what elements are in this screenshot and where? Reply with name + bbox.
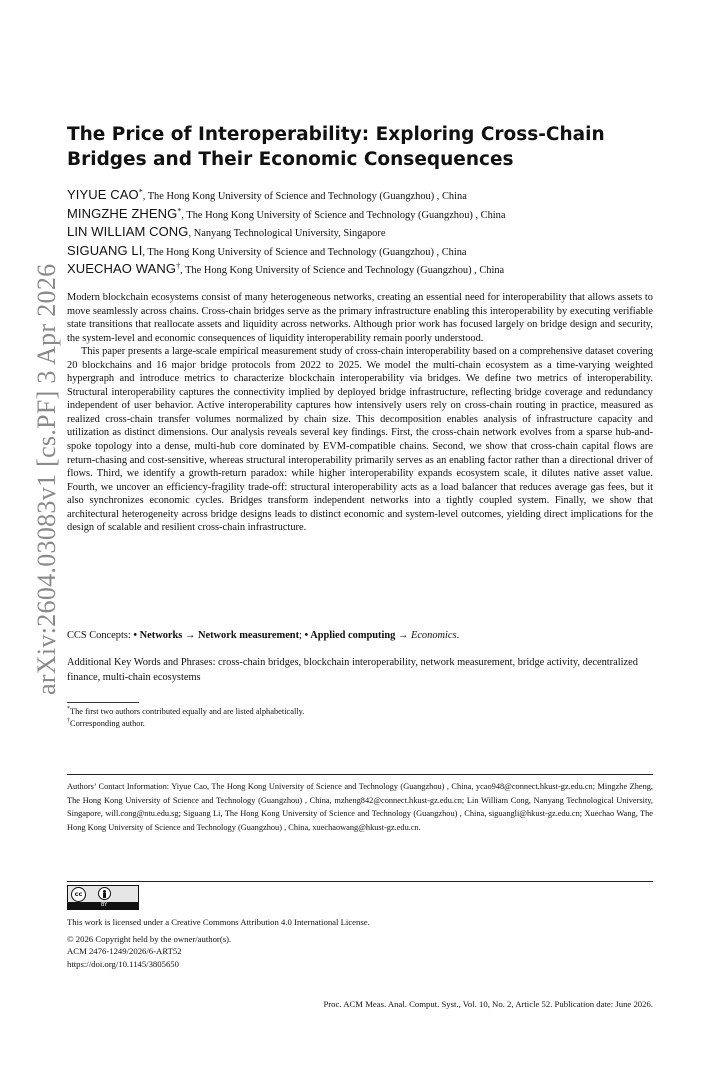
- author-footnote-mark[interactable]: *: [177, 206, 182, 216]
- author-name: XUECHAO WANG: [67, 261, 177, 277]
- attribution-person-icon: [98, 887, 111, 900]
- abstract-paragraph: This paper presents a large-scale empirical measurement study of cross-chain interoperability based on a comprehensive dataset covering 20 blockchains and 16 major bridge protocols from 2022 to 2025. We model the multi-chain ecosystem as a time-varying weighted hypergraph and introduce metrics to characterize blockchain interoperability via bridges. We define two metrics of interoperability. Structural interoperability captures the connectivity implied by deployed bridge infrastructure, reflecting bridge coverage and redundancy independent of user behavior. Active interoperability captures how intensively users rely on cross-chain routing in practice, measured as realized cross-chain transfer volumes normalized by chain size. This decomposition enables analysis of infrastructure capacity and utilization as distinct dimensions. Our analysis reveals several key findings. First, the cross-chain network evolves from a sparse hub-and-spoke topology into a dense, multi-hub core dominated by EVM-compatible chains. Second, we show that cross-chain capital flows are return-chasing and cost-sensitive, whereas structural interoperability primarily serves as an enabling factor rather than a directional driver of flows. Third, we identify a growth-return paradox: while higher interoperability expands ecosystem scale, it dilutes native asset value. Fourth, we uncover an efficiency-fragility trade-off: structural interoperability acts as a load balancer that reduces average gas fees, but it also synchronizes economic cycles. Bridges transform independent networks into a tightly coupled system. Finally, we show that architectural heterogeneity across bridge designs leads to distinct economic and system-level outcomes, yielding direct implications for the design of scalable and resilient cross-chain infrastructure.: [67, 346, 653, 534]
- author-line: [67, 223, 662, 242]
- footnote-text: Corresponding author.: [70, 719, 145, 728]
- ccs-end: .: [456, 630, 460, 641]
- footnote-text: The first two authors contributed equally and are listed alphabetically.: [70, 707, 305, 716]
- authors-contact-information: Authors’ Contact Information: Yiyue Cao, The Hong Kong University of Science and Technology (Guangzhou) , China, ycao948@connect.hkust-gz.edu.cn; Mingzhe Zheng, The Hong Kong University of Science and Technology (Guangzhou) , China, mzheng842@connect.hkust-gz.edu.cn; Lin William Cong, Nanyang Technological University, Singapore, will.cong@ntu.edu.sg; Siguang Li, The Hong Kong University of Science and Technology (Guangzhou) , China, siguangli@hkust-gz.edu.cn; Xuechao Wang, The Hong Kong University of Science and Technology (Guangzhou) , China, xuechaowang@hkust-gz.edu.cn.: [67, 782, 653, 832]
- footnote: [67, 706, 657, 718]
- ccs-arrow: →: [182, 630, 198, 641]
- ccs-separator: ;: [299, 630, 305, 641]
- author-line: [67, 242, 662, 261]
- author-name: MINGZHE ZHENG: [67, 205, 178, 221]
- by-strip: [68, 902, 138, 909]
- acm-identifier: ACM 2476-1249/2026/6-ART52: [67, 946, 182, 957]
- additional-keywords: Additional Key Words and Phrases: cross-chain bridges, blockchain interoperability, network measurement, bridge activity, decentralized finance, multi-chain ecosystems: [67, 657, 638, 683]
- author-line: [67, 260, 662, 279]
- author-affiliation: , The Hong Kong University of Science and Technology (Guangzhou) , China: [142, 246, 467, 258]
- journal-footer: Proc. ACM Meas. Anal. Comput. Syst., Vol. 10, No. 2, Article 52. Publication date: June 2026.: [323, 999, 653, 1009]
- ccs-concept: Economics: [410, 630, 457, 641]
- arxiv-identifier-stamp[interactable]: arXiv:2604.03083v1 [cs.PF] 3 Apr 2026: [32, 263, 61, 695]
- license-divider: [67, 881, 653, 882]
- author-affiliation: , The Hong Kong University of Science and Technology (Guangzhou) , China: [142, 191, 467, 202]
- license-block: [67, 916, 653, 970]
- author-affiliation: , The Hong Kong University of Science and Technology (Guangzhou) , China: [180, 265, 505, 277]
- author-line: [67, 205, 662, 224]
- ccs-top-concept: • Applied computing: [304, 630, 396, 641]
- ccs-arrow: →: [395, 630, 411, 641]
- ccs-label: CCS Concepts:: [67, 630, 134, 641]
- cc-by-license-badge[interactable]: [67, 885, 139, 910]
- author-name: SIGUANG LI: [67, 242, 143, 258]
- author-name: YIYUE CAO: [67, 187, 139, 202]
- author-footnote-mark[interactable]: *: [138, 187, 143, 197]
- paper-title: The Price of Interoperability: Exploring Cross-Chain Bridges and Their Economic Consequences: [67, 124, 605, 170]
- abstract: [67, 291, 653, 535]
- author-list: [67, 186, 662, 279]
- author-line: [67, 186, 662, 205]
- author-affiliation: , The Hong Kong University of Science and Technology (Guangzhou) , China: [181, 209, 506, 221]
- ccs-concept: Network measurement: [197, 630, 300, 641]
- contact-divider: [67, 774, 653, 775]
- footnote-mark: †: [67, 718, 70, 725]
- abstract-paragraph: Modern blockchain ecosystems consist of many heterogeneous networks, creating an essential need for interoperability that allows assets to move seamlessly across chains. Cross-chain bridges serve as the primary infrastructure enabling this interoperability by executing verifiable state transitions that reallocate assets and liquidity across networks. Although prior work has focused largely on bridge design and security, the system-level and economic consequences of liquidity interoperability remain poorly understood.: [67, 292, 653, 344]
- author-affiliation: , Nanyang Technological University, Singapore: [188, 228, 386, 240]
- copyright-notice: © 2026 Copyright held by the owner/author(s).: [67, 933, 232, 944]
- cc-icon: cc: [71, 887, 86, 902]
- author-footnote-mark[interactable]: †: [176, 261, 181, 271]
- author-name: LIN WILLIAM CONG: [67, 224, 189, 240]
- footnote: [67, 718, 657, 730]
- doi-link[interactable]: https://doi.org/10.1145/3805650: [67, 958, 179, 969]
- license-statement[interactable]: This work is licensed under a Creative Commons Attribution 4.0 International License.: [67, 917, 370, 927]
- footnote-divider: [67, 702, 139, 703]
- ccs-top-concept: • Networks: [133, 630, 183, 641]
- by-label: BY: [101, 902, 108, 908]
- ccs-concepts: [67, 629, 657, 643]
- footnotes: [67, 706, 657, 730]
- footnote-mark: *: [67, 706, 70, 713]
